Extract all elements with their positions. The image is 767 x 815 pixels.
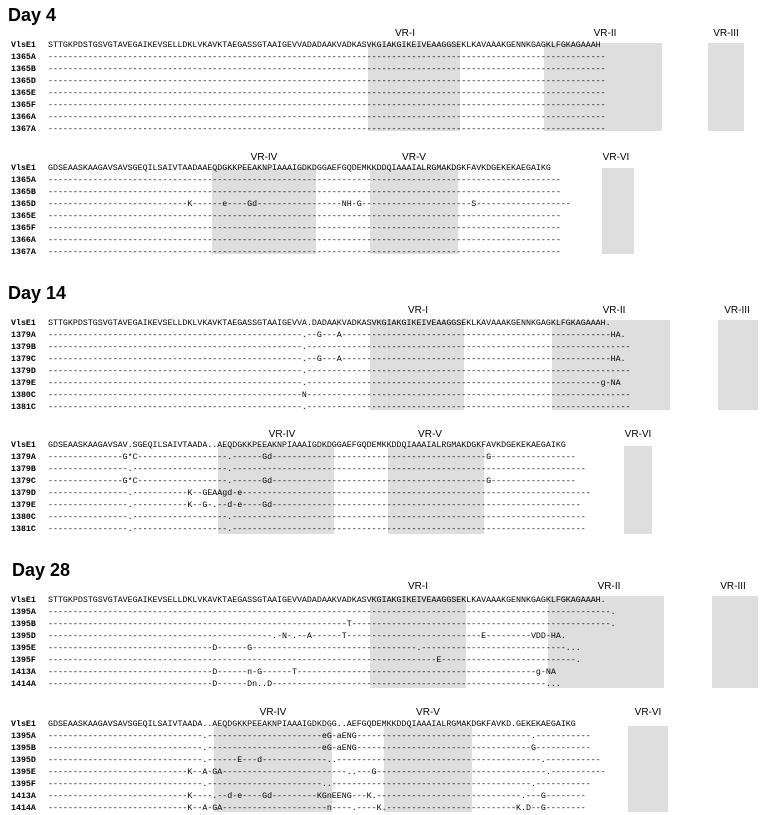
vr-label: VR-II bbox=[602, 305, 626, 316]
vr-label: VR-IV bbox=[268, 429, 296, 440]
vr-label: VR-VI bbox=[634, 707, 662, 718]
vr-label: VR-VI bbox=[624, 429, 652, 440]
vr-label: VR-IV bbox=[250, 152, 278, 163]
vr-label: VR-II bbox=[593, 28, 617, 39]
panel-title-day-4: Day 4 bbox=[8, 5, 57, 25]
vr-label: VR-VI bbox=[602, 152, 630, 163]
vr-iii-shade bbox=[708, 43, 744, 131]
vr-label: VR-IV bbox=[259, 707, 287, 718]
vr-label: VR-V bbox=[402, 152, 426, 163]
vr-vi-shade bbox=[602, 168, 634, 254]
vr-label: VR-II bbox=[597, 581, 621, 592]
vr-label: VR-III bbox=[720, 581, 746, 592]
vr-iii-shade bbox=[712, 596, 758, 688]
vr-label: VR-I bbox=[395, 28, 415, 39]
panel-title-day-28: Day 28 bbox=[12, 560, 71, 580]
vr-label: VR-V bbox=[416, 707, 440, 718]
vr-label: VR-V bbox=[418, 429, 442, 440]
vr-vi-shade bbox=[628, 726, 668, 812]
vr-label: VR-III bbox=[724, 305, 750, 316]
vr-label: VR-I bbox=[408, 305, 428, 316]
vr-label: VR-I bbox=[408, 581, 428, 592]
panel-title-day-14: Day 14 bbox=[8, 283, 67, 303]
vr-vi-shade bbox=[624, 446, 652, 534]
vr-iii-shade bbox=[718, 320, 758, 410]
vr-label: VR-III bbox=[713, 28, 739, 39]
alignment-figure: Day 4 VR-I VR-II VR-III VlsE1 STTGKPDSTGSVGTAVEGAIKEVSELLDKLVKAVKTAEGASSGTAAIGEVVADADAAKVADKASVKGIAKGIKEIVEAAGGSEKLKAVAAAKGENNKGAGKLFGKAGAAAH 1365A ---------------------------------------------------------------------------------------------------------------- 1365B ---------------------------------------------------------------------------------------------------------------- 1365D ---------------------------------------------------------------------------------------------------------------- 1365E ---------------------------------------------------------------------------------------------------------------- 1365F ---------------------------------------------------------------------------------------------------------------- 1366A ---------------------------------------------------------------------------------------------------------------- 1367A ---------------------------------------------------------------------------------------------------------------- VR-IV VR-V VR-VI VlsE1 GDSEAASKAAGAVSAVSGEQILSAIVTAADAAEQDGKKPEEAKNPIAAAIGDKDGGAEFGQDEMKKDDQIAAAIALRGMAKDGKFAVKDGEKEKAEGAIKG 1365A ------------------------------------------------------------------------------------------------------- 1365B ------------------------------------------------------------------------------------------------------- 1365D ----------------------------K------e----Gd-----------------NH-G----------------------S------------------- 1365E ------------------------------------------------------------------------------------------------------- 1365F ------------------------------------------------------------------------------------------------------- 1366A ------------------------------------------------------------------------------------------------------- 1367A ------------------------------------------------------------------------------------------------------- Day 14 VR-I VR-II VR-III VlsE1 STTGKPDSTGSVGTAVEGAIKEVSELLDKLVKAVKTAEGASSGTAAIGEVVA.DADAAKVADKASVKGIAKGIKEIVEAAGGSEKLKAVAAAKGENNKGAGKLFGKAGAAAH. 1379A ---------------------------------------------------.--G---A------------------------------------------------------HA. 1379B ---------------------------------------------------.----------------------------------------------------------------- 1379C ---------------------------------------------------.--G---A------------------------------------------------------HA. 1379D ---------------------------------------------------.----------------------------------------------------------------- 1379E ---------------------------------------------------.-----------------------------------------------------------g-NA 1380C ---------------------------------------------------N----------------------------------------------------------------- 1381C ---------------------------------------------------.----------------------------------------------------------------- VR-IV VR-V VR-VI VlsE1 GDSEAASKAAGAVSAV.SGEQILSAIVTAADA..AEQDGKKPEEAKNPIAAAIGDKDGGAEFGQDEMKKDDQIAAAIALRGMAKDGKFAVKDGEKEKAEGAIKG 1379A ---------------G*C------------------.------Gd-------------------------------------------G----------------- 1379B ----------------.-------------------.----------------------------------------------------------------------- 1379C ---------------G*C------------------.------Gd-------------------------------------------G----------------- 1379D ----------------.-----------K--GEAAgd-e---------------------------------------------------------------------- 1379E ----------------.-----------K--G-.--d-e----Gd-------------------------------------------------------------- 1380C ----------------.-------------------.----------------------------------------------------------------------- 1381C ----------------.-------------------.----------------------------------------------------------------------- Day 28 VR-I VR-II VR-III VlsE1 STTGKPDSTGSVGTAVEGAIKEVSELLDKLVKAVKTAEGASSGTAAIGEVVADADAAKVADKASVKGIAKGIKEIVEAAGGSEKLKAVAAAKGENNKGAGKLFGKAGAAAH. 1395A -----------------------------------------------------------------------------------------------------------------. 1395B ------------------------------------------------------------T----------------------------------------------------. 1395D ---------------------------------------------.-N-.--A------T---------------------------E---------VDD-HA. 1395E ---------------------------------D------G---------------------------------.-----------------------------... 1395F ------------------------------------------------------------------------------E---------------------------. 1413A ---------------------------------D------n-G------T------------------------------------------------g-NA 1414A ---------------------------------D------Dn..D-------------------------------------------------------... VR-IV VR-V VR-VI VlsE1 GDSEAASKAAGAVSAVSGEQILSAIVTAADA..AEQDGKKPEEAKNPIAAAIGDKDGG..AEFGQDEMKKDDQIAAAIALRGMAKDGKFAVKD.GEKEKAEGAIKG 1395A -------------------------------.-----------------------eG-aENG-----------------------------------.----------- 1395B -------------------------------.-----------------------eG-aENG-----------------------------------G----------- 1395D -------------------------------.------E---d-------------..-----------------------------------------.----------- 1395E ----------------------------K--A-GA-------------------------..---G----------------------------------.----------- 1395F -------------------------------.-----------------------..----------------------------------------.----------- 1413A ----------------------------K----.--d-e----Gd---------KGnEENG---K.-----------------------------.---G-------- 1414A ----------------------------K--A-GA---------------------n----.----K.--------------------------K.D--G-------- bbox=[0, 0, 767, 815]
